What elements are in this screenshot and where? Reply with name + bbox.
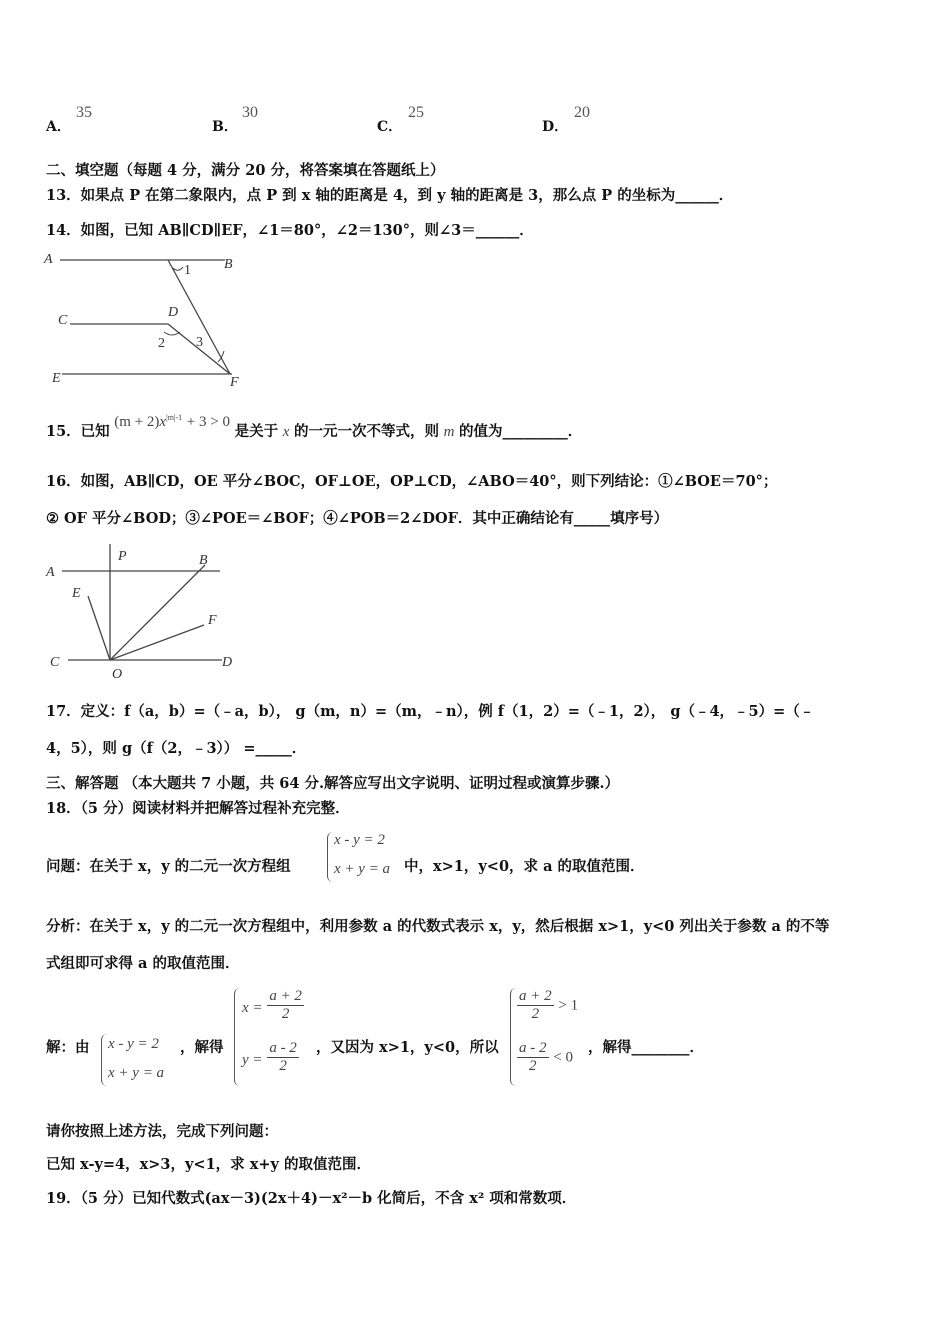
fig16-label-d: D xyxy=(222,655,233,670)
section2-title: 二、填空题（每题 4 分，满分 20 分，将答案填在答题纸上） xyxy=(46,162,445,179)
solution-ineq2: $\frac{a - 2}{2}$ < 0 xyxy=(519,1040,573,1074)
question-13: 13．如果点 P 在第二象限内，点 P 到 x 轴的距离是 4，到 y 轴的距离是 3，那么点 P 的坐标为______． xyxy=(46,187,734,204)
question-18-analysis-2: 式组即可求得 a 的取值范围． xyxy=(46,955,240,972)
question-18-analysis-1: 分析：在关于 x，y 的二元一次方程组中，利用参数 a 的代数式表示 x，y，然后根据 x>1，y<0 列出关于参数 a 的不等 xyxy=(46,918,830,935)
question-17-line1: 17．定义：f（a，b）=（﹣a，b）， g（m，n）=（m，﹣n），例 f（1，2）=（﹣1，2）， g（﹣4，﹣5）=（﹣ xyxy=(46,703,815,720)
solution-ineq1: $\frac{a + 2}{2}$ > 1 xyxy=(519,988,579,1022)
question-18-title: 18．（5 分）阅读材料并把解答过程补充完整． xyxy=(46,800,350,817)
fig14-angle-2: 2 xyxy=(158,336,165,351)
fig16-label-c: C xyxy=(50,655,60,670)
question-14: 14．如图，已知 AB∥CD∥EF，∠1＝80°，∠2＝130°，则∠3＝______． xyxy=(46,222,534,239)
option-b-value: 30 xyxy=(242,104,258,121)
system-brace-1 xyxy=(327,832,334,882)
question-18-problem-suffix: 中，x>1，y<0，求 a 的取值范围． xyxy=(404,858,645,875)
system-1-eq1: x - y = 2 xyxy=(334,832,385,848)
question-18-task: 已知 x-y=4，x>3，y<1，求 x+y 的取值范围． xyxy=(46,1156,371,1173)
solution-part2: ，解得 xyxy=(180,1039,224,1056)
figure-14 xyxy=(40,248,250,393)
section3-title: 三、解答题 （本大题共 7 小题，共 64 分.解答应写出文字说明、证明过程或演算步骤.） xyxy=(46,775,620,792)
solution-y-expr: y = $\frac{a - 2}{2}$ xyxy=(242,1040,297,1074)
question-19: 19．（5 分）已知代数式(ax－3)(2x＋4)－x²－b 化简后，不含 x² 项和常数项． xyxy=(46,1190,577,1207)
fig16-label-e: E xyxy=(72,586,81,601)
fig16-label-p: P xyxy=(118,549,127,564)
fig16-label-o: O xyxy=(112,667,123,682)
question-17-line2: 4，5），则 g（f（2，﹣3）） =_____． xyxy=(46,740,307,757)
option-b-label: B． xyxy=(212,119,238,135)
option-a-value: 35 xyxy=(76,104,92,121)
system-brace-2 xyxy=(101,1034,108,1086)
solution-system-eq1: x - y = 2 xyxy=(108,1036,159,1052)
fig14-angle-3: 3 xyxy=(196,335,203,350)
fig14-label-e: E xyxy=(52,371,61,386)
fig14-label-f: F xyxy=(230,375,239,390)
fig16-label-b: B xyxy=(199,553,208,568)
question-18-follow: 请你按照上述方法，完成下列问题： xyxy=(46,1123,278,1140)
fig14-label-a: A xyxy=(44,252,53,267)
system-1-eq2: x + y = a xyxy=(334,861,391,877)
option-c-label: C． xyxy=(377,119,403,135)
fig14-angle-1: 1 xyxy=(184,263,191,278)
fig16-label-a: A xyxy=(46,565,55,580)
fig14-label-d: D xyxy=(168,305,179,320)
fig14-label-b: B xyxy=(224,257,233,272)
solution-part1: 解：由 xyxy=(46,1039,90,1056)
question-18-problem-prefix: 问题：在关于 x，y 的二元一次方程组 xyxy=(46,858,291,875)
solution-x-expr: x = $\frac{a + 2}{2}$ xyxy=(242,988,302,1022)
question-16-line2: ② OF 平分∠BOD；③∠POE＝∠BOF；④∠POB＝2∠DOF．其中正确结论有_____填序号） xyxy=(46,510,669,527)
fig14-label-c: C xyxy=(58,313,68,328)
system-brace-4 xyxy=(510,988,517,1086)
question-15: 15．已知 $(m + 2)x^{|m|-1} + 3 > 0$ 是关于 x 的一元一次不等式，则 m 的值为_________． xyxy=(46,413,583,440)
option-a-label: A． xyxy=(46,119,71,135)
figure-16 xyxy=(40,540,245,688)
option-d-label: D． xyxy=(542,119,569,135)
solution-system-eq2: x + y = a xyxy=(108,1065,165,1081)
option-d-value: 20 xyxy=(574,104,590,121)
question-16-line1: 16．如图，AB∥CD，OE 平分∠BOC，OF⊥OE，OP⊥CD，∠ABO＝40°，则下列结论：①∠BOE＝70°； xyxy=(46,473,778,490)
system-brace-3 xyxy=(234,988,241,1086)
solution-part3: ，又因为 x>1，y<0，所以 xyxy=(316,1039,499,1056)
solution-part4: ，解得________． xyxy=(588,1039,704,1056)
option-c-value: 25 xyxy=(408,104,424,121)
fig16-label-f: F xyxy=(208,613,217,628)
